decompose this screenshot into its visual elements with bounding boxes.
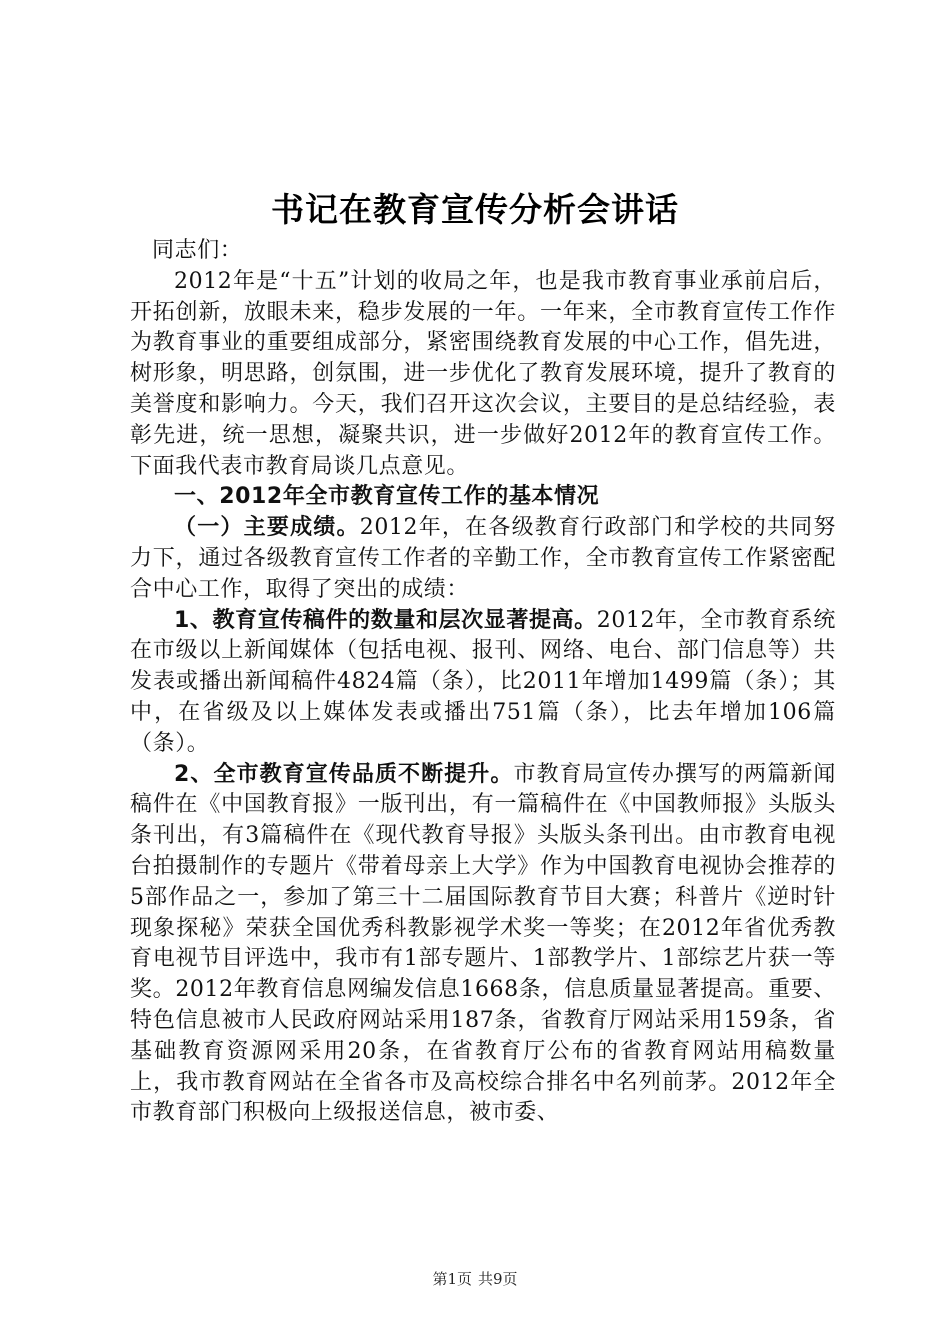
section-heading-1 — [130, 482, 836, 513]
item-text: 市教育局宣传办撰写的两篇新闻稿件在《中国教育报》一版刊出，有一篇稿件在《中国教师报》头版头条刊出，有3篇稿件在《现代教育导报》头版头条刊出。由市教育电视台拍摄制作的专题片《带着母亲上大学》作为中国教育电视协会推荐的5部作品之一，参加了第三十二届国际教育节目大赛；科普片《逆时针现象探秘》荣获全国优秀科教影视学术奖一等奖；在2012年省优秀教育电视节目评选中，我市有1部专题片、1部教学片、1部综艺片获一等奖。2012年教育信息网编发信息1668条，信息质量显著提高。重要、特色信息被市人民政府网站采用187条，省教育厅网站采用159条，省基础教育资源网采用20条，在省教育厅公布的省教育网站用稿数量上，我市教育网站在全省各市及高校综合排名中名列前茅。2012年全市教育部门积极向上级报送信息，被市委、 — [130, 761, 837, 1126]
document-body — [130, 236, 836, 1129]
item-paragraph-1 — [130, 606, 836, 760]
item-paragraph-2 — [130, 760, 836, 1130]
item-text: 2012年，全市教育系统在市级以上新闻媒体（包括电视、报刊、网络、电台、部门信息等）共发表或播出新闻稿件4824篇（条），比2011年增加1499篇（条）；其中，在省级及以上媒体发表或播出751篇（条），比去年增加106篇（条）。 — [130, 607, 836, 756]
item-heading: 2、全市教育宣传品质不断提升。 — [174, 761, 514, 787]
page-number: 第1页 — [432, 1270, 472, 1288]
document-title: 书记在教育宣传分析会讲话 — [271, 190, 679, 229]
section-heading-text: 一、2012年全市教育宣传工作的基本情况 — [174, 484, 600, 510]
page-total: 共9页 — [478, 1270, 518, 1288]
subsection-text: 2012年，在各级教育行政部门和学校的共同努力下，通过各级教育宣传工作者的辛勤工作，全市教育宣传工作紧密配合中心工作，取得了突出的成绩： — [130, 515, 836, 602]
subsection-paragraph-1 — [130, 513, 836, 605]
page-footer — [0, 1268, 950, 1289]
subsection-heading: （一）主要成绩。 — [174, 515, 360, 541]
item-heading: 1、教育宣传稿件的数量和层次显著提高。 — [174, 607, 597, 633]
salutation: 同志们： — [152, 238, 243, 263]
intro-paragraph: 2012年是“十五”计划的收局之年，也是我市教育事业承前启后，开拓创新，放眼未来，稳步发展的一年。一年来，全市教育宣传工作作为教育事业的重要组成部分，紧密围绕教育发展的中心工作，倡先进，树形象，明思路，创氛围，进一步优化了教育发展环境，提升了教育的美誉度和影响力。今天，我们召开这次会议，主要目的是总结经验，表彰先进，统一思想，凝聚共识，进一步做好2012年的教育宣传工作。下面我代表市教育局谈几点意见。 — [130, 268, 836, 479]
